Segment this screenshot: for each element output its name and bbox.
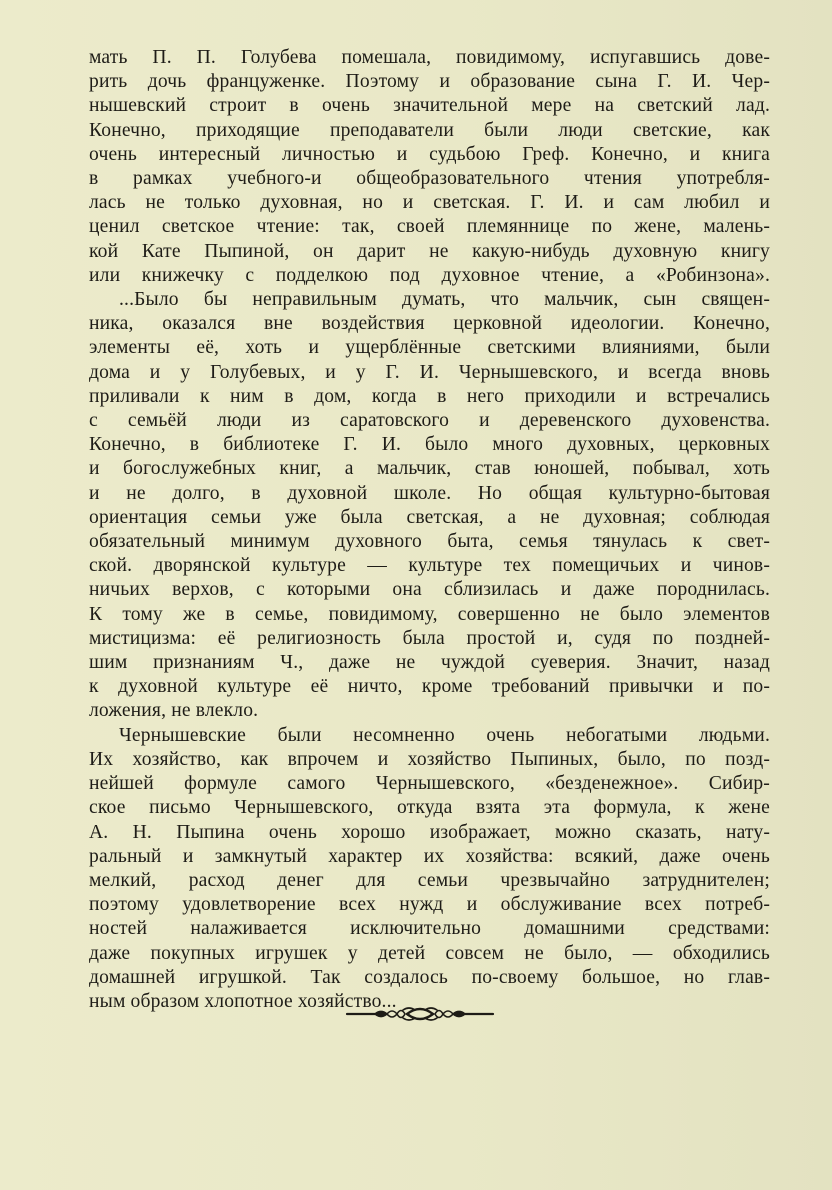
text-line: ценил светское чтение: так, своей племяннице по жене, малень-: [89, 216, 770, 238]
text-line: ника, оказался вне воздействия церковной идеологии. Конечно,: [89, 313, 770, 335]
text-line: очень интересный личностью и судьбою Греф. Конечно, и книга: [89, 143, 770, 165]
text-line: и богослужебных книг, а мальчик, став юношей, побывал, хоть: [89, 458, 770, 480]
text-line: дома и у Голубевых, и у Г. И. Чернышевского, и всегда вновь: [89, 361, 770, 383]
paragraph-2: [89, 288, 770, 724]
text-line: ностей налаживается исключительно домашними средствами:: [89, 918, 770, 940]
text-line: ничьих верхов, с которыми она сблизилась и даже породнилась.: [89, 579, 770, 601]
text-line: Их хозяйство, как впрочем и хозяйство Пыпиных, было, по позд-: [89, 748, 770, 770]
text-line: ское письмо Чернышевского, откуда взята эта формула, к жене: [89, 797, 770, 819]
text-line: кой Кате Пыпиной, он дарит не какую-нибудь духовную книгу: [89, 240, 770, 262]
text-line: нышевский строит в очень значительной мере на светский лад.: [89, 95, 770, 117]
text-line: Конечно, в библиотеке Г. И. было много духовных, церковных: [89, 434, 770, 456]
text-line: элементы её, хоть и ущерблённые светскими влияниями, были: [89, 337, 770, 359]
text-line: и не долго, в духовной школе. Но общая культурно-бытовая: [89, 482, 770, 504]
text-line: шим признаниям Ч., даже не чуждой суеверия. Значит, назад: [89, 652, 770, 674]
text-line: К тому же в семье, повидимому, совершенно не было элементов: [89, 603, 770, 625]
text-line: Чернышевские были несомненно очень небогатыми людьми.: [119, 724, 770, 746]
text-line: обязательный минимум духовного быта, семья тянулась к свет-: [89, 531, 770, 553]
text-line: ориентация семьи уже была светская, а не духовная; соблюдая: [89, 506, 770, 528]
text-body: [89, 46, 770, 1014]
text-line: ложения, не влекло.: [89, 700, 259, 722]
text-line: даже покупных игрушек у детей совсем не было, — обходились: [89, 942, 770, 964]
text-line: А. Н. Пыпина очень хорошо изображает, можно сказать, нату-: [89, 821, 770, 843]
text-line: рить дочь француженке. Поэтому и образование сына Г. И. Чер-: [89, 71, 770, 93]
paragraph-3: [89, 724, 770, 1014]
text-line: поэтому удовлетворение всех нужд и обслуживание всех потреб-: [89, 894, 770, 916]
text-line: к духовной культуре её ничто, кроме требований привычки и по-: [89, 676, 770, 698]
text-line: с семьёй люди из саратовского и деревенского духовенства.: [89, 410, 770, 432]
text-line: ральный и замкнутый характер их хозяйства: всякий, даже очень: [89, 845, 770, 867]
text-line: мать П. П. Голубева помешала, повидимому, испугавшись дове-: [89, 47, 770, 68]
text-line: Конечно, приходящие преподаватели были люди светские, как: [89, 119, 770, 141]
text-line: ным образом хлопотное хозяйство...: [89, 990, 397, 1012]
text-line: ...Было бы неправильным думать, что мальчик, сын священ-: [119, 289, 770, 311]
paragraph-1: [89, 46, 770, 288]
text-line: нейшей формуле самого Чернышевского, «безденежное». Сибир-: [89, 773, 770, 795]
text-line: или книжечку с подделкою под духовное чтение, а «Робинзона».: [89, 264, 770, 286]
text-line: в рамках учебного-и общеобразовательного чтения употребля-: [89, 168, 770, 190]
text-line: приливали к ним в дом, когда в него приходили и встречались: [89, 385, 770, 407]
text-line: ской. дворянской культуре — культуре тех помещичьих и чинов-: [89, 555, 770, 577]
text-line: лась не только духовная, но и светская. Г. И. и сам любил и: [89, 192, 770, 214]
text-line: мелкий, расход денег для семьи чрезвычайно затруднителен;: [89, 869, 770, 891]
fleuron-ornament-icon: [345, 1005, 495, 1023]
text-line: мистицизма: её религиозность была простой и, судя по поздней-: [89, 627, 770, 649]
text-line: домашней игрушкой. Так создалось по-своему большое, но глав-: [89, 966, 770, 988]
